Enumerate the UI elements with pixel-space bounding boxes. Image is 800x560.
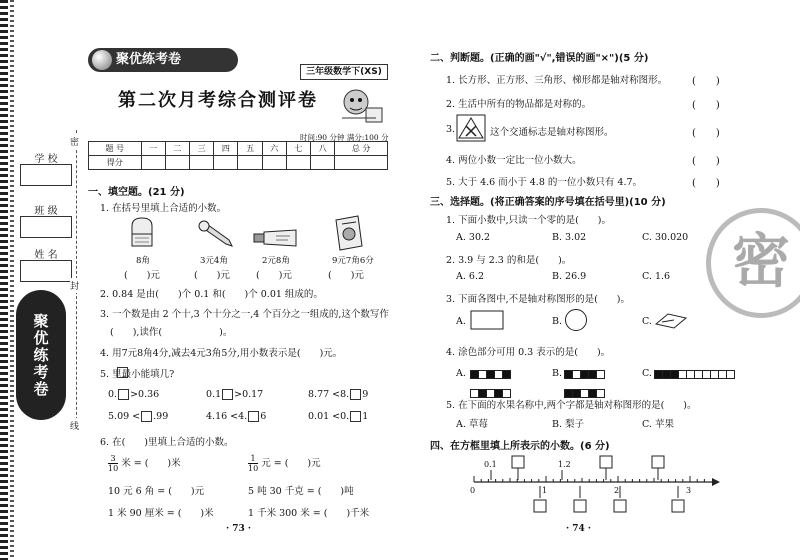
circle-shape-icon (564, 308, 588, 332)
option[interactable]: C. (642, 368, 652, 379)
score-cell[interactable] (238, 156, 262, 170)
grid-shading-c (654, 364, 734, 383)
choice-3: 3. 下面各图中,不是轴对称图形的是( )。 (446, 294, 631, 305)
choice-4: 4. 涂色部分可用 0.3 表示的是( )。 (446, 347, 611, 358)
number-line-label: 0.1 (484, 460, 497, 469)
rectangle-shape-icon (470, 310, 504, 330)
class-label: 班 级 (34, 206, 58, 217)
number-line (472, 452, 722, 522)
price-label: 3元4角 (200, 256, 228, 266)
class-field[interactable] (20, 216, 72, 238)
digit-box[interactable] (118, 389, 129, 400)
number-line-tick-label: 0 (470, 486, 476, 495)
score-table-cell: 八 (311, 142, 335, 156)
exam-header (88, 48, 388, 130)
score-table-score-row (89, 156, 388, 170)
option[interactable]: C. (642, 316, 652, 327)
question-6: 6. 在( )里填上合适的小数。 (100, 437, 234, 448)
number-line-tick-label: 2 (614, 486, 620, 495)
grade-badge: 三年级数学下(XS) (300, 64, 388, 80)
page-number-left: · 73 · (226, 524, 252, 534)
compare-item: 4.16 <4. 6 (206, 411, 267, 422)
answer-blank[interactable]: ( )元 (328, 270, 364, 281)
binding-stripes (0, 0, 8, 560)
option[interactable]: A. 30.2 (456, 232, 491, 243)
score-table-cell: 六 (262, 142, 286, 156)
page-number-right: · 74 · (566, 524, 592, 534)
parallelogram-shape-icon (654, 310, 688, 330)
binding-strip (0, 0, 82, 560)
option[interactable]: A. (456, 316, 466, 327)
score-cell[interactable] (214, 156, 238, 170)
compare-item: 5.09 < .99 (108, 411, 169, 422)
choice-2: 2. 3.9 与 2.3 的和是( )。 (446, 255, 572, 266)
answer-blank[interactable]: ( )元 (256, 270, 292, 281)
answer-blank[interactable]: ( )元 (124, 270, 160, 281)
number-line-label: 1.2 (558, 460, 571, 469)
choice-1: 1. 下面小数中,只读一个零的是( )。 (446, 215, 612, 226)
option[interactable]: B. (552, 316, 563, 327)
toothpaste-icon (252, 228, 298, 248)
section-judge-heading: 二、判断题。(正确的画"√",错误的画"×")(5 分) (430, 53, 649, 64)
question-1: 1. 在括号里填上合适的小数。 (100, 203, 227, 214)
score-table-cell: 四 (214, 142, 238, 156)
question-4: 4. 用7元8角4分,减去4元3角5分,用小数表示是( )元。 (100, 348, 343, 359)
seal-mark-xian: 线 (70, 418, 79, 433)
score-cell[interactable] (262, 156, 286, 170)
conversion-item[interactable]: 1 千米 300 米 = ( )千米 (248, 508, 370, 519)
pen-icon (196, 220, 238, 250)
answer-paren[interactable]: ( ) (692, 178, 720, 189)
conversion-item: $\frac{1}{10}$ 元 = ( )元 (248, 454, 321, 473)
brand-logo (88, 48, 238, 72)
square-icon (117, 367, 128, 378)
compare-item: 0. >0.36 (108, 389, 160, 400)
judge-2: 2. 生活中所有的物品都是对称的。 (446, 99, 592, 110)
score-table-cell: 二 (165, 142, 189, 156)
option[interactable]: A. (456, 368, 466, 379)
option[interactable]: B. 3.02 (552, 232, 587, 243)
judge-3: 这个交通标志是轴对称图形。 (490, 127, 614, 138)
judge-3-number: 3. (446, 124, 456, 135)
digit-box[interactable] (350, 389, 361, 400)
book-icon (334, 214, 364, 252)
seal-mark-feng: 封 (70, 278, 79, 293)
judge-4: 4. 两位小数一定比一位小数大。 (446, 155, 582, 166)
brand-vertical-logo: 聚优练考卷 (16, 290, 66, 420)
mascot-icon (336, 84, 386, 126)
option[interactable]: C. 1.6 (642, 271, 671, 282)
answer-paren[interactable]: ( ) (692, 100, 720, 111)
conversion-item[interactable]: 1 米 90 厘米 = ( )米 (108, 508, 214, 519)
page-title: 第二次月考综合测评卷 (118, 90, 318, 111)
fraction: $\frac{1}{10}$ (248, 454, 259, 473)
price-label: 8角 (136, 256, 150, 266)
score-cell[interactable] (141, 156, 165, 170)
question-3: 3. 一个数是由 2 个十,3 个十分之一,4 个百分之一组成的,这个数写作 (100, 309, 389, 320)
name-field[interactable] (20, 260, 72, 282)
digit-box[interactable] (350, 411, 361, 422)
school-label: 学 校 (34, 154, 58, 165)
choice-5: 5. 在下面的水果名称中,两个字都是轴对称图形的是( )。 (446, 400, 697, 411)
score-table-header-row (89, 142, 388, 156)
option[interactable]: B. 26.9 (552, 271, 587, 282)
option[interactable]: A. 草莓 (456, 419, 488, 430)
score-table-cell: 总 分 (335, 142, 388, 156)
conversion-item[interactable]: 10 元 6 角 = ( )元 (108, 486, 205, 497)
question-2: 2. 0.84 是由( )个 0.1 和( )个 0.01 组成的。 (100, 289, 323, 300)
score-table-cell: 一 (141, 142, 165, 156)
digit-box[interactable] (222, 389, 233, 400)
compare-item: 0.01 <0. 1 (308, 411, 369, 422)
score-cell[interactable] (165, 156, 189, 170)
option[interactable]: C. 苹果 (642, 419, 674, 430)
conversion-item: $\frac{3}{10}$ 米 = ( )米 (108, 454, 181, 473)
answer-paren[interactable]: ( ) (692, 76, 720, 87)
option[interactable]: B. (552, 368, 563, 379)
score-cell[interactable] (286, 156, 310, 170)
binding-stripes-inner (10, 0, 14, 560)
section-number-line-heading: 四、在方框里填上所表示的小数。(6 分) (430, 441, 610, 452)
compare-item: 0.1 >0.17 (206, 389, 264, 400)
score-table-cell: 三 (190, 142, 214, 156)
score-table-cell: 五 (238, 142, 262, 156)
price-label: 9元7角6分 (332, 256, 374, 266)
score-cell[interactable] (190, 156, 214, 170)
answer-blank[interactable]: ( )元 (194, 270, 230, 281)
secret-stamp: 密 (706, 208, 800, 318)
judge-1: 1. 长方形、正方形、三角形、梯形都是轴对称图形。 (446, 75, 668, 86)
judge-5: 5. 大于 4.6 而小于 4.8 的一位小数只有 4.7。 (446, 177, 643, 188)
option[interactable]: C. 30.020 (642, 232, 689, 243)
fraction: $\frac{3}{10}$ (108, 454, 119, 473)
eraser-icon (126, 216, 158, 250)
option[interactable]: A. 6.2 (456, 271, 485, 282)
question-5: 5. 里最小能填几? (100, 369, 175, 380)
number-line-tick-label: 1 (542, 486, 548, 495)
seal-mark-mi: 密 (70, 134, 79, 149)
traffic-sign-icon (456, 114, 486, 142)
score-table-cell: 七 (286, 142, 310, 156)
name-label: 姓 名 (34, 250, 58, 261)
answer-paren[interactable]: ( ) (692, 128, 720, 139)
option[interactable]: B. 梨子 (552, 419, 585, 430)
globe-icon (92, 50, 112, 70)
score-table-cell: 题 号 (89, 142, 142, 156)
time-score-info: 时间:90 分钟 满分:100 分 (300, 133, 389, 142)
school-field[interactable] (20, 164, 72, 186)
score-row-label: 得分 (89, 156, 142, 170)
score-table (88, 141, 388, 170)
score-cell[interactable] (311, 156, 335, 170)
section-choice-heading: 三、选择题。(将正确答案的序号填在括号里)(10 分) (430, 197, 666, 208)
question-3-answer[interactable]: ( ),读作( )。 (110, 327, 233, 338)
conversion-item[interactable]: 5 吨 30 千克 = ( )吨 (248, 486, 354, 497)
digit-box[interactable] (141, 411, 152, 422)
compare-item: 8.77 <8. 9 (308, 389, 369, 400)
answer-paren[interactable]: ( ) (692, 156, 720, 167)
price-label: 2元8角 (262, 256, 290, 266)
brand-text: 聚优练考卷 (116, 52, 182, 67)
number-line-tick-label: 3 (686, 486, 692, 495)
section-fill-in-heading: 一、填空题。(21 分) (88, 187, 185, 198)
score-cell[interactable] (335, 156, 388, 170)
digit-box[interactable] (248, 411, 259, 422)
